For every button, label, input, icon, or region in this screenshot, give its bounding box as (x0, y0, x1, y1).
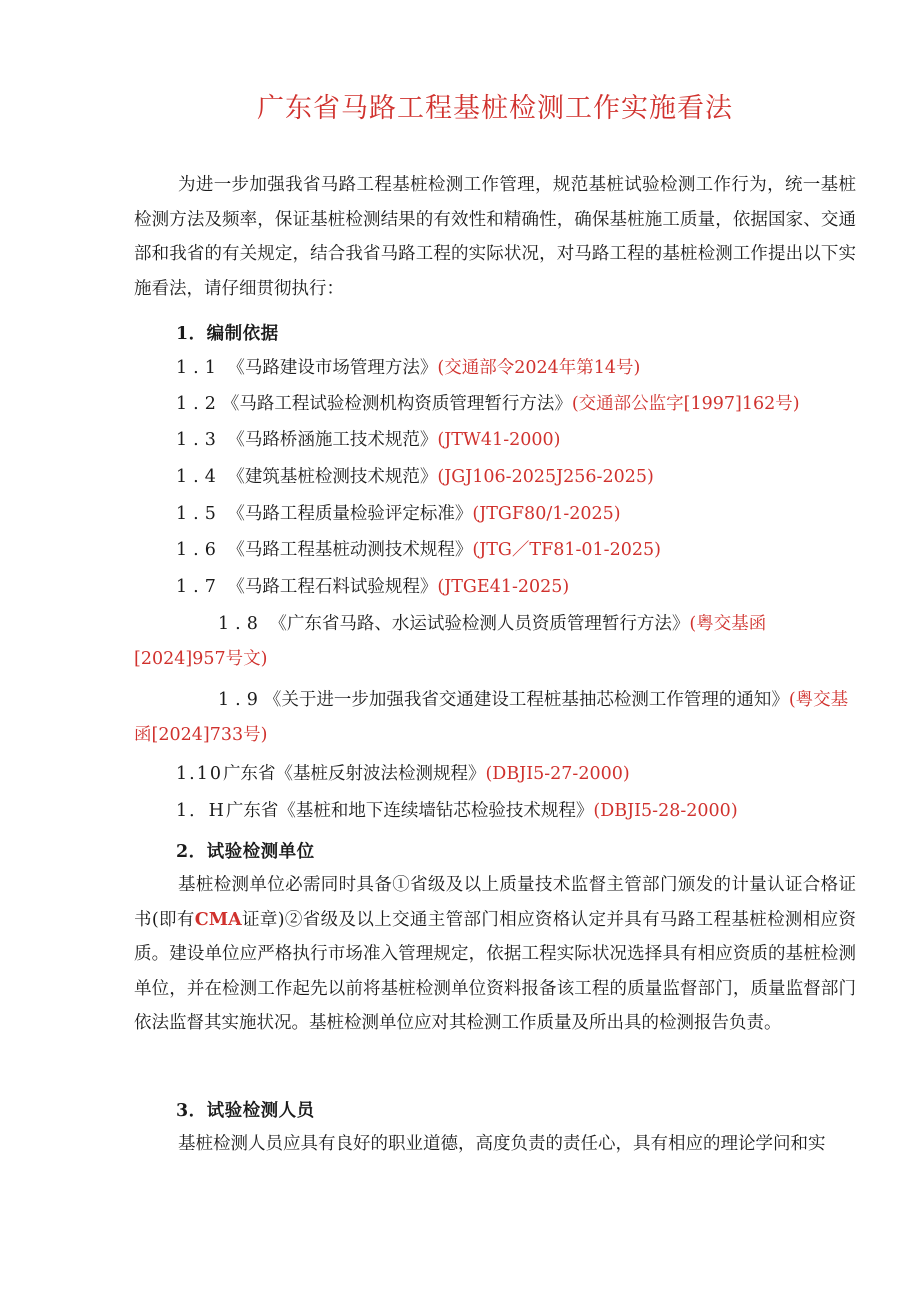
testing-staff-paragraph: 基桩检测人员应具有良好的职业道德，高度负责的责任心，具有相应的理论学问和实 (178, 1134, 826, 1154)
reference-source: (JGJ106-2025J256-2025) (437, 467, 654, 487)
reference-number: 1.5 (176, 504, 222, 524)
reference-number: 1.2 (176, 394, 222, 414)
reference-source: (JTW41-2000) (437, 430, 561, 450)
reference-name: 《马路工程质量检验评定标准》 (227, 504, 473, 524)
reference-source: (JTGF80/1-2025) (472, 504, 621, 524)
reference-source: (粤交基函[2024]957号文) (134, 614, 767, 669)
reference-item (176, 497, 866, 532)
reference-source: (JTG／TF81-01-2025) (472, 540, 661, 560)
reference-name: 《广东省马路、水运试验检测人员资质管理暂行方法》 (269, 614, 690, 634)
reference-item (176, 351, 866, 386)
reference-item (176, 460, 866, 495)
reference-name: 广东省《基桩反射波法检测规程》 (222, 764, 486, 784)
reference-number: 1.6 (176, 540, 222, 560)
reference-number: 1.8 (218, 614, 264, 634)
reference-source: (交通部令2024年第14号) (437, 358, 641, 378)
reference-item (134, 607, 856, 677)
cma-mark: CMA (194, 909, 242, 930)
reference-name: 广东省《基桩和地下连续墙钻芯检验技术规程》 (225, 801, 594, 821)
testing-unit-text-rest: 证章)②省级及以上交通主管部门相应资格认定并具有马路工程基桩检测相应资质。建设单位应严格执行市场准入管理规定，依据工程实际状况选择具有相应资质的基桩检测单位，并在检测工作起先以前将基桩检测单位资料报备该工程的质量监督部门，质量监督部门依法监督其实施状况。基桩检测单位应对其检测工作质量及所出具的检测报告负责。 (134, 909, 857, 1033)
reference-number: 1.3 (176, 430, 222, 450)
reference-number: 1.10 (176, 764, 223, 784)
reference-source: (DBJI5-27-2000) (485, 764, 630, 784)
reference-item (176, 794, 866, 829)
reference-item (176, 570, 866, 605)
reference-source: (JTGE41-2025) (437, 577, 570, 597)
testing-unit-text-start: 基桩检测单位必需同时具备①省级及以上质量技术监督主管部门颁发的计量认证合格证书(即有 (134, 875, 856, 930)
reference-number: 1.1 (176, 358, 222, 378)
reference-source: (粤交基函[2024]733号) (134, 690, 849, 745)
intro-paragraph: 为进一步加强我省马路工程基桩检测工作管理，规范基桩试验检测工作行为，统一基桩检测方法及频率，保证基桩检测结果的有效性和精确性，确保基桩施工质量，依据国家、交通部和我省的有关规定，结合我省马路工程的实际状况，对马路工程的基桩检测工作提出以下实施看法，请仔细贯彻执行： (134, 175, 856, 299)
reference-number: 1.7 (176, 577, 222, 597)
reference-source: (DBJI5-28-2000) (593, 801, 738, 821)
reference-number: 1.4 (176, 467, 222, 487)
reference-name: 《马路工程基桩动测技术规程》 (227, 540, 473, 560)
reference-item (134, 683, 856, 753)
reference-source: (交通部公监字[1997]162号) (571, 394, 800, 414)
reference-item (176, 533, 866, 568)
testing-unit-paragraph (134, 868, 856, 1041)
reference-item (176, 423, 866, 458)
reference-number: 1．H (176, 801, 226, 821)
reference-item (176, 387, 866, 422)
reference-number: 1.9 (218, 690, 264, 710)
section-heading-testing-unit: 2．试验检测单位 (176, 842, 315, 862)
section-heading-testing-staff: 3．试验检测人员 (176, 1101, 315, 1121)
document-title: 广东省马路工程基桩检测工作实施看法 (257, 93, 733, 124)
reference-item (176, 757, 866, 792)
reference-name: 《关于进一步加强我省交通建设工程桩基抽芯检测工作管理的通知》 (263, 690, 789, 710)
reference-name: 《建筑基桩检测技术规范》 (227, 467, 438, 487)
section-heading-basis: 1．编制依据 (176, 324, 279, 344)
reference-name: 《马路建设市场管理方法》 (227, 358, 438, 378)
reference-name: 《马路工程石料试验规程》 (227, 577, 438, 597)
reference-name: 《马路桥涵施工技术规范》 (227, 430, 438, 450)
reference-name: 《马路工程试验检测机构资质管理暂行方法》 (221, 394, 572, 414)
